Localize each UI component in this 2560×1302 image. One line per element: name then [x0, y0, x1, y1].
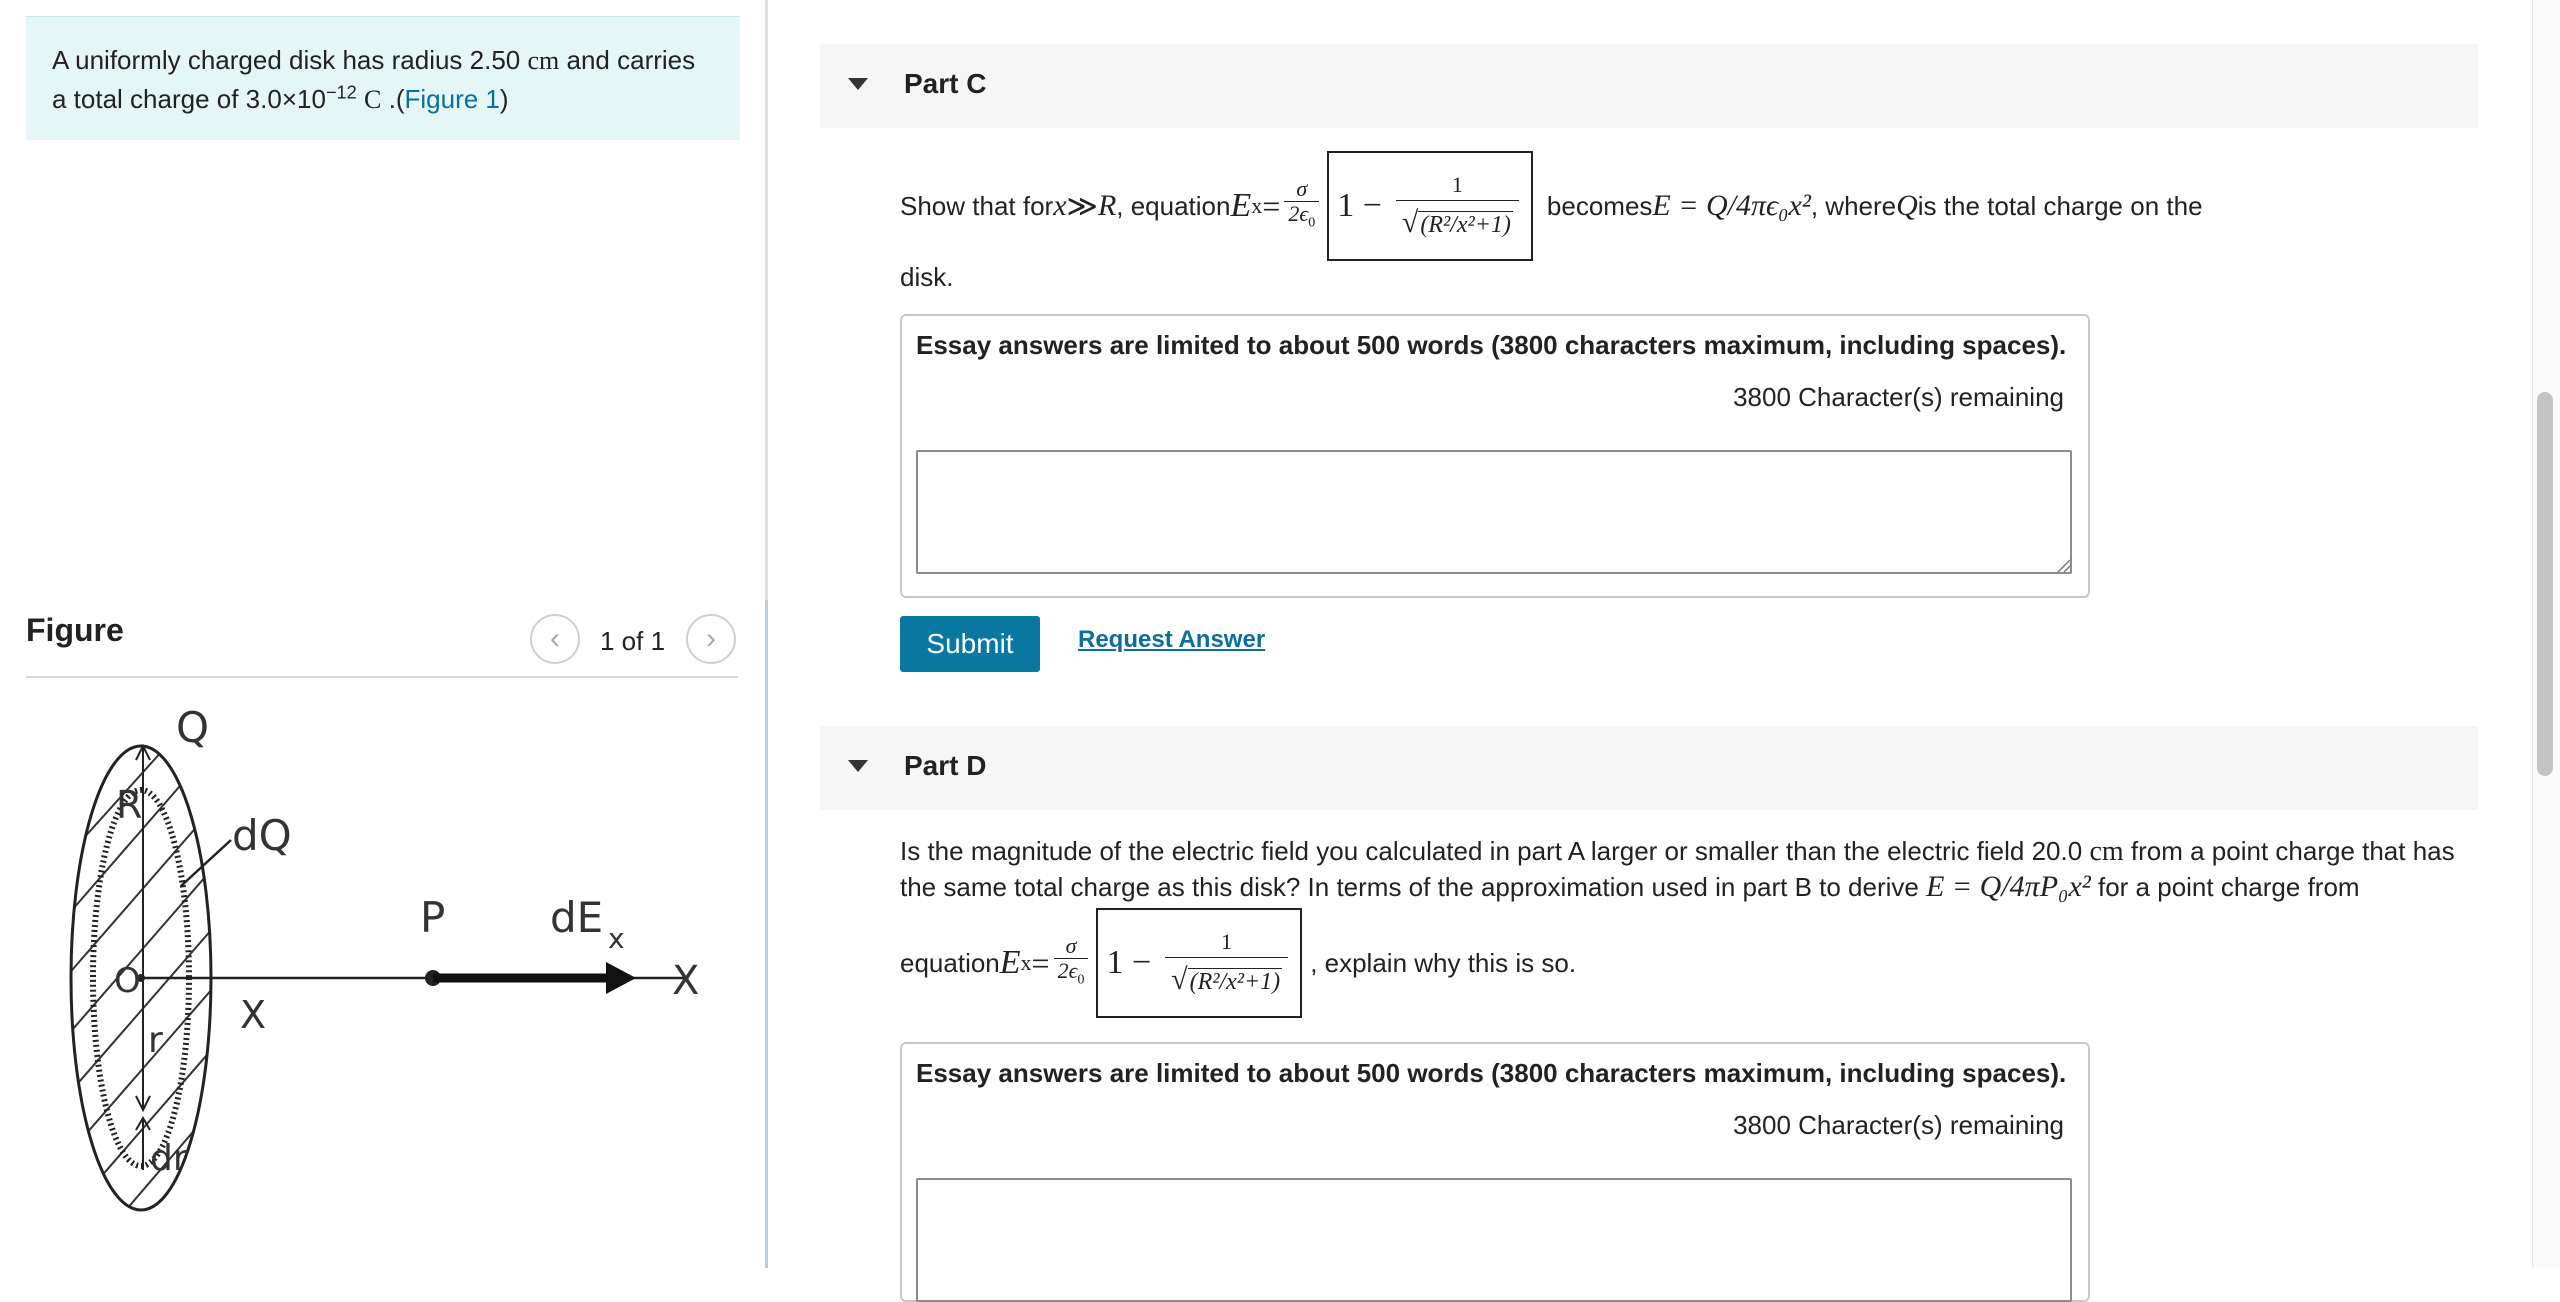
question-text: equation: [900, 947, 1000, 978]
label-dq: dQ: [232, 811, 292, 860]
problem-text: a total charge of 3.0×10: [52, 84, 326, 114]
figure-link[interactable]: Figure 1: [404, 84, 500, 114]
math-formula: E = Q/4πP₀x²: [1926, 870, 2091, 903]
problem-text: and carries: [566, 45, 696, 75]
math-sqrt-content: (R²/x²+1): [1189, 968, 1281, 995]
part-c-answer-input[interactable]: [916, 450, 2072, 574]
label-big-r: R: [116, 783, 143, 827]
caret-down-icon: [848, 78, 868, 90]
question-text: Show that for: [900, 190, 1054, 221]
math-r: R: [1097, 189, 1117, 222]
panel-divider-accent: [765, 600, 768, 1268]
part-d-essay-box: [900, 1042, 2090, 1302]
label-de: dE: [550, 893, 604, 942]
sigma-fraction: [1054, 934, 1089, 992]
figure-next-button[interactable]: [686, 614, 736, 664]
math-one-minus: 1 −: [1106, 944, 1152, 981]
problem-text: ): [499, 84, 509, 114]
figure-title: Figure: [26, 612, 124, 648]
problem-text: A uniformly charged disk has radius 2.50: [52, 45, 521, 75]
characters-remaining: 3800 Character(s) remaining: [1733, 382, 2064, 412]
question-text: , equation: [1116, 190, 1231, 221]
math-two-eps: 2ϵ: [1288, 200, 1309, 226]
request-answer-link[interactable]: Request Answer: [1078, 626, 1266, 653]
submit-button[interactable]: Submit: [900, 616, 1040, 672]
math-zero: 0: [1077, 972, 1085, 988]
math-formula: E = Q/4πϵ₀x²: [1652, 189, 1811, 222]
math-one-minus: 1 −: [1337, 187, 1382, 224]
part-c-question: [900, 146, 2203, 266]
math-e: E: [999, 944, 1021, 981]
charge-exponent: −12: [325, 82, 357, 103]
part-d-header[interactable]: [820, 726, 2478, 810]
question-text: Is the magnitude of the electric field you calculated in part A larger or smaller than the electric field 20.0: [900, 836, 2083, 866]
part-c-question-line2: disk.: [900, 262, 954, 292]
figure-header: [26, 600, 738, 678]
label-small-r: r: [148, 1020, 163, 1061]
math-one: 1: [1451, 171, 1463, 197]
math-zero: 0: [1308, 215, 1316, 231]
bracket-expression: [1327, 151, 1533, 261]
question-text: , where: [1810, 190, 1897, 221]
math-eq: =: [1262, 187, 1281, 224]
math-e: E: [1230, 187, 1252, 224]
label-dr: dr: [150, 1138, 188, 1179]
sigma-fraction: [1284, 177, 1319, 235]
essay-limit-text: Essay answers are limited to about 500 words (3800 characters maximum, including spaces).: [916, 1058, 2067, 1088]
math-one: 1: [1221, 928, 1233, 954]
part-d-question-line1: [900, 836, 2455, 868]
label-x-end: X: [672, 958, 700, 1004]
math-two-eps: 2ϵ: [1057, 957, 1078, 983]
root-fraction: $\frac{1}{\text{√(R²/x²+1)}}$: [1165, 927, 1288, 1000]
part-d-question-line3: [900, 906, 1576, 1020]
scrollbar-thumb[interactable]: [2537, 392, 2553, 776]
essay-limit-text: Essay answers are limited to about 500 words (3800 characters maximum, including spaces).: [916, 330, 2067, 360]
part-d-title: Part D: [904, 750, 987, 781]
charged-disk-figure: [26, 700, 726, 1220]
label-p: P: [420, 893, 446, 942]
resize-grip-icon[interactable]: [2052, 554, 2072, 574]
question-text: becomes: [1546, 190, 1653, 221]
math-eq: =: [1031, 944, 1050, 981]
bracket-expression: [1096, 908, 1302, 1018]
problem-statement: [26, 16, 740, 140]
chevron-right-icon: ›: [706, 622, 716, 655]
question-text: is the total charge on the: [1917, 190, 2203, 221]
figure-prev-button[interactable]: [530, 614, 580, 664]
question-text: for a point charge from: [2090, 872, 2360, 902]
label-de-sub: x: [608, 922, 625, 955]
caret-down-icon: [848, 760, 868, 772]
math-sigma: σ: [1296, 175, 1308, 201]
left-panel: [0, 0, 766, 1268]
math-sqrt-content: (R²/x²+1): [1420, 211, 1511, 238]
question-text: the same total charge as this disk? In terms of the approximation used in part B to derive: [900, 872, 1927, 902]
math-gg: ≫: [1066, 189, 1098, 223]
math-x: x: [1053, 189, 1067, 222]
math-e-sub: x: [1020, 950, 1032, 975]
part-d-answer-input[interactable]: [916, 1178, 2072, 1302]
radius-unit: cm: [527, 46, 560, 75]
label-o: O: [114, 961, 141, 1001]
math-sigma: σ: [1065, 932, 1077, 958]
part-c-essay-box: [900, 314, 2090, 598]
label-x-mid: X: [240, 993, 267, 1037]
question-text: , explain why this is so.: [1310, 947, 1577, 978]
math-q: Q: [1896, 189, 1918, 222]
figure-counter: 1 of 1: [600, 626, 666, 656]
part-c-title: Part C: [904, 68, 987, 99]
part-c-header[interactable]: [820, 44, 2478, 128]
part-d-question-line2: [900, 870, 2360, 904]
distance-unit: cm: [2089, 836, 2124, 867]
root-fraction: $\frac{1}{\text{√(R²/x²+1)}}$: [1396, 170, 1519, 243]
label-q: Q: [176, 703, 210, 752]
problem-text: .(: [388, 84, 405, 114]
charge-unit: C: [364, 85, 382, 114]
question-text: from a point charge that has: [2130, 836, 2455, 866]
chevron-left-icon: ‹: [550, 622, 560, 655]
characters-remaining: 3800 Character(s) remaining: [1733, 1110, 2064, 1140]
math-e-sub: x: [1251, 193, 1263, 218]
